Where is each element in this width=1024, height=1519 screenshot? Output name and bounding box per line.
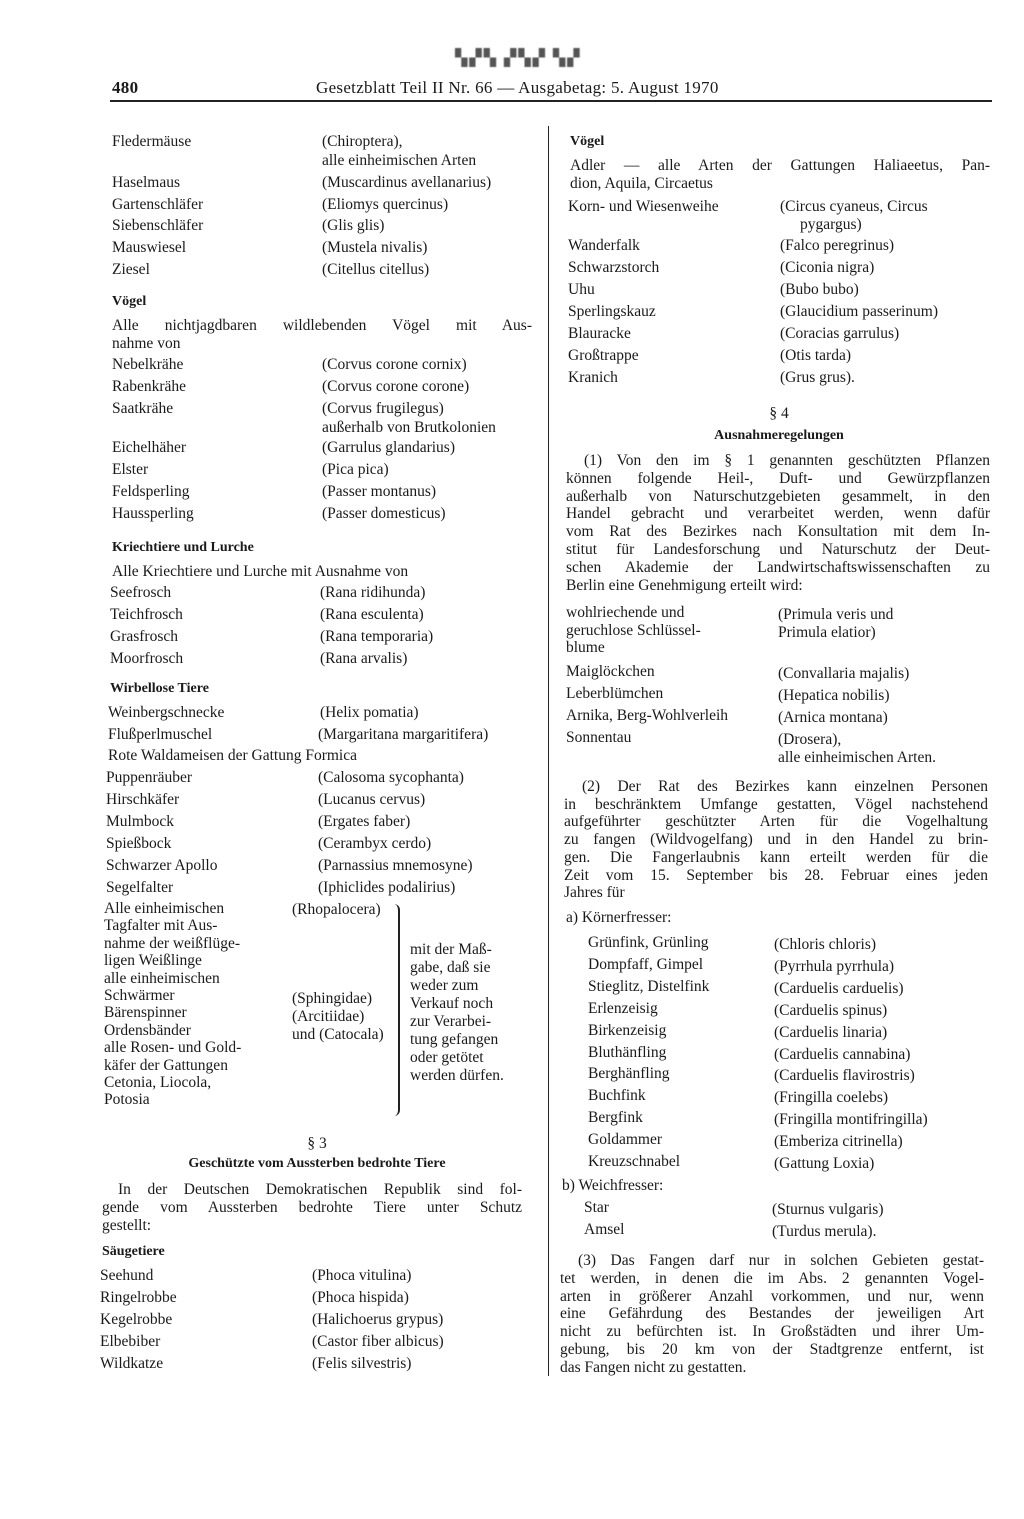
list-item-latin: (Ergates faber): [318, 813, 411, 830]
list-item-latin: (Rana ridihunda): [320, 584, 426, 601]
list-item-name: Haselmaus: [112, 174, 181, 191]
list-item-latin: (Rana arvalis): [320, 650, 408, 667]
list-item-latin: (Chiroptera),: [322, 133, 403, 150]
list-item-latin: (Falco peregrinus): [780, 237, 895, 254]
list-item-name: Großtrappe: [568, 347, 639, 364]
section-heading: Säugetiere: [102, 1244, 165, 1259]
list-item-name: Nebelkrähe: [112, 356, 184, 373]
page-number: 480: [112, 78, 139, 97]
list-item-name: Schwarzstorch: [568, 259, 660, 276]
list-item-latin: (Ciconia nigra): [780, 259, 875, 276]
list-item-latin: (Citellus citellus): [322, 261, 430, 278]
list-item-name: Spießbock: [106, 835, 172, 852]
list-item-name: Elbebiber: [100, 1333, 161, 1350]
list-item-name: Wanderfalk: [568, 237, 640, 254]
list-item-latin: (Primula veris und Primula elatior): [778, 606, 894, 641]
section-number: § 3: [307, 1135, 327, 1152]
list-item-name: Feldsperling: [112, 483, 190, 500]
list-item-latin: (Coracias garrulus): [780, 325, 900, 342]
list-item-name: Hirschkäfer: [106, 791, 180, 808]
paragraph-line: Alle Kriechtiere und Lurche mit Ausnahme von: [112, 563, 409, 580]
list-item-latin: (Passer domesticus): [322, 505, 446, 522]
list-item-name: Wildkatze: [100, 1355, 164, 1372]
list-item-latin: (Turdus merula).: [772, 1223, 877, 1240]
paragraph-4-1: (1) Von den im § 1 genannten geschützten Pflanzen können folgende Heil-, Duft- und Gewürzpflanzen außerhalb von Naturschutzgebieten gesammelt, in den Handel gebracht und verarbeitet werden, wenn dafür vom Rat des Bezirkes nach Konsultation mit dem In- stitut für Landesforschung und Naturschutz der Deut- schen Akademie der Landwirtschaftswissenschaften zu Berlin eine Genehmigung erteilt wird:: [566, 452, 990, 594]
list-item-name: Gartenschläfer: [112, 196, 204, 213]
list-item-name: Elster: [112, 461, 149, 478]
list-item-latin: (Drosera),: [778, 731, 842, 748]
list-item-name: Schwarzer Apollo: [106, 857, 218, 874]
list-item-name: Ziesel: [112, 261, 150, 278]
list-item-latin: (Cerambyx cerdo): [318, 835, 432, 852]
paragraph-line: In der Deutschen Demokratischen Republik sind fol-: [118, 1181, 522, 1198]
paragraph-line: gende vom Aussterben bedrohte Tiere unter Schutz: [102, 1199, 522, 1216]
section-heading: Vögel: [112, 294, 147, 309]
paragraph-4-2: (2) Der Rat des Bezirkes kann einzelnen Personen in beschränktem Umfange gestatten, Vögel nachstehend aufgeführter geschützter Arten für die Vogelhaltung zu fangen (Wildvogelfang) und in den Handel zu brin- gen. Die Fangerlaubnis kann erteilt werden für die Zeit vom 15. September bis 28. Februar eines jeden Jahres für: [564, 778, 988, 902]
list-item-name: Amsel: [584, 1221, 625, 1238]
list-item-name: Sperlingskauz: [568, 303, 656, 320]
list-item-latin: (Rana temporaria): [320, 628, 434, 645]
list-item-latin: (Iphiclides podalirius): [318, 879, 456, 896]
list-item-name: Rabenkrähe: [112, 378, 187, 395]
header-rule: [110, 100, 992, 102]
list-item-name: Haussperling: [112, 505, 194, 522]
page-header-title: Gesetzblatt Teil II Nr. 66 — Ausgabetag: 5. August 1970: [316, 78, 719, 97]
list-item-latin: (Muscardinus avellanarius): [322, 174, 492, 191]
list-item-name: Ringelrobbe: [100, 1289, 177, 1306]
list-item-name: Moorfrosch: [110, 650, 184, 667]
section-heading: Kriechtiere und Lurche: [112, 540, 254, 555]
list-item-name: Segelfalter: [106, 879, 174, 896]
subsection-heading: b) Weichfresser:: [562, 1177, 664, 1194]
section-number: § 4: [769, 405, 789, 422]
list-item-name: Leberblümchen: [566, 685, 664, 702]
list-item-latin: (Phoca hispida): [312, 1289, 409, 1306]
list-item-latin: alle einheimischen Arten.: [778, 749, 936, 766]
list-item-latin: (Eliomys quercinus): [322, 196, 449, 213]
column-divider: [548, 126, 549, 1376]
list-item-latin: (Rana esculenta): [320, 606, 424, 623]
subsection-heading: a) Körnerfresser:: [566, 909, 672, 926]
list-item-latin: (Lucanus cervus): [318, 791, 426, 808]
list-item-name: Grasfrosch: [110, 628, 179, 645]
list-item-latin: (Castor fiber albicus): [312, 1333, 444, 1350]
list-item-latin: (Helix pomatia): [320, 704, 419, 721]
brace-latin-group: (Sphingidae) (Arcitiidae) und (Catocala): [292, 990, 384, 1043]
list-item-name: Teichfrosch: [110, 606, 183, 623]
paragraph-line: Adler — alle Arten der Gattungen Haliaeetus, Pan-: [570, 157, 990, 174]
list-item-name: Fledermäuse: [112, 133, 192, 150]
list-item-name: Saatkrähe: [112, 400, 174, 417]
brace-left-text: Alle einheimischen Tagfalter mit Aus- nahme der weißflüge- ligen Weißlinge alle einheimischen Schwärmer Bärenspinner Ordensbänder alle Rosen- und Gold- käfer der Gattungen Cetonia, Liocola, Potosia: [104, 900, 242, 1109]
list-item-name: Siebenschläfer: [112, 217, 204, 234]
list-item-name: Arnika, Berg-Wohlverleih: [566, 707, 729, 724]
list-item-latin: (Glis glis): [322, 217, 385, 234]
paragraph-line: Rote Waldameisen der Gattung Formica: [108, 747, 357, 764]
list-item-name: Seehund: [100, 1267, 154, 1284]
list-item-name: wohlriechende und geruchlose Schlüssel- blume: [566, 604, 701, 656]
list-item-name: Star: [584, 1199, 609, 1216]
list-item-latin: (Circus cyaneus, Circus: [780, 198, 928, 215]
list-item-name: Kegelrobbe: [100, 1311, 173, 1328]
koerner-latin: (Chloris chloris) (Pyrrhula pyrrhula) (Carduelis carduelis) (Carduelis spinus) (Carduelis linaria) (Carduelis cannabina) (Carduelis flavirostris) (Fringilla coelebs) (Fringilla montifringilla) (Emberiza citrinella) (Gattung Loxia): [774, 936, 928, 1173]
paragraph-line: gestellt:: [102, 1217, 152, 1234]
paragraph-line: dion, Aquila, Circaetus: [570, 175, 713, 192]
list-item-name: Sonnentau: [566, 729, 632, 746]
list-item-latin: (Mustela nivalis): [322, 239, 428, 256]
list-item-latin: (Corvus corone cornix): [322, 356, 467, 373]
list-item-name: Uhu: [568, 281, 595, 298]
list-item-latin: (Garrulus glandarius): [322, 439, 455, 456]
list-item-latin: (Glaucidium passerinum): [780, 303, 938, 320]
list-item-name: Kranich: [568, 369, 618, 386]
list-item-latin: (Hepatica nobilis): [778, 687, 890, 704]
list-item-latin: (Grus grus).: [780, 369, 855, 386]
paragraph-line: nahme von: [112, 335, 181, 352]
koerner-names: Grünfink, Grünling Dompfaff, Gimpel Stieglitz, Distelfink Erlenzeisig Birkenzeisig Bluthänfling Berghänfling Buchfink Bergfink Goldammer Kreuzschnabel: [588, 934, 710, 1171]
list-item-latin: (Arnica montana): [778, 709, 888, 726]
list-item-name: Seefrosch: [110, 584, 172, 601]
list-item-name: Maiglöckchen: [566, 663, 655, 680]
list-item-name: Korn- und Wiesenweihe: [568, 198, 719, 215]
list-item-latin: (Felis silvestris): [312, 1355, 412, 1372]
list-item-latin: (Pica pica): [322, 461, 389, 478]
list-item-latin: (Otis tarda): [780, 347, 852, 364]
list-item-name: Blauracke: [568, 325, 631, 342]
list-item-latin: (Corvus corone corone): [322, 378, 470, 395]
list-item-name: Weinbergschnecke: [108, 704, 225, 721]
list-item-latin: alle einheimischen Arten: [322, 152, 477, 169]
brace-right-text: mit der Maß- gabe, daß sie weder zum Verkauf noch zur Verarbei- tung gefangen oder getötet werden dürfen.: [410, 941, 504, 1084]
list-item-name: Puppenräuber: [106, 769, 193, 786]
list-item-latin: (Parnassius mnemosyne): [318, 857, 473, 874]
section-heading: Vögel: [570, 134, 605, 149]
list-item-latin: (Sturnus vulgaris): [772, 1201, 884, 1218]
list-item-latin: (Bubo bubo): [780, 281, 859, 298]
list-item-name: Mulmbock: [106, 813, 175, 830]
list-item-latin: (Convallaria majalis): [778, 665, 910, 682]
brace-latin: (Rhopalocera): [292, 901, 381, 918]
section-title: Geschützte vom Aussterben bedrohte Tiere: [188, 1156, 446, 1171]
list-item-name: Flußperlmuschel: [108, 726, 213, 743]
stamp-artifact: ▚▞▚ ▞▚▞ ▚▞: [455, 50, 582, 67]
list-item-latin: außerhalb von Brutkolonien: [322, 419, 496, 436]
list-item-latin: (Passer montanus): [322, 483, 437, 500]
list-item-name: Eichelhäher: [112, 439, 187, 456]
paragraph-4-3: (3) Das Fangen darf nur in solchen Gebieten gestat- tet werden, in denen die im Abs. 2 genannten Vogel- arten in größerer Anzahl vorkommen, und nur, wenn eine Gefährdung des Bestandes der jeweiligen Art nicht zu befürchten ist. In Großstädten und ihrer Um- gebung, bis 20 km von der Stadtgrenze entfernt, ist das Fangen nicht zu gestatten.: [560, 1252, 984, 1376]
section-heading: Wirbellose Tiere: [110, 681, 209, 696]
list-item-latin: pygargus): [800, 216, 862, 233]
paragraph-line: Alle nichtjagdbaren wildlebenden Vögel mit Aus-: [112, 317, 532, 334]
brace-bracket: [392, 904, 400, 1116]
list-item-latin: (Corvus frugilegus): [322, 400, 444, 417]
section-title: Ausnahmeregelungen: [714, 428, 844, 443]
list-item-latin: (Margaritana margaritifera): [318, 726, 489, 743]
list-item-latin: (Halichoerus grypus): [312, 1311, 444, 1328]
list-item-latin: (Calosoma sycophanta): [318, 769, 464, 786]
list-item-name: Mauswiesel: [112, 239, 187, 256]
list-item-latin: (Phoca vitulina): [312, 1267, 412, 1284]
